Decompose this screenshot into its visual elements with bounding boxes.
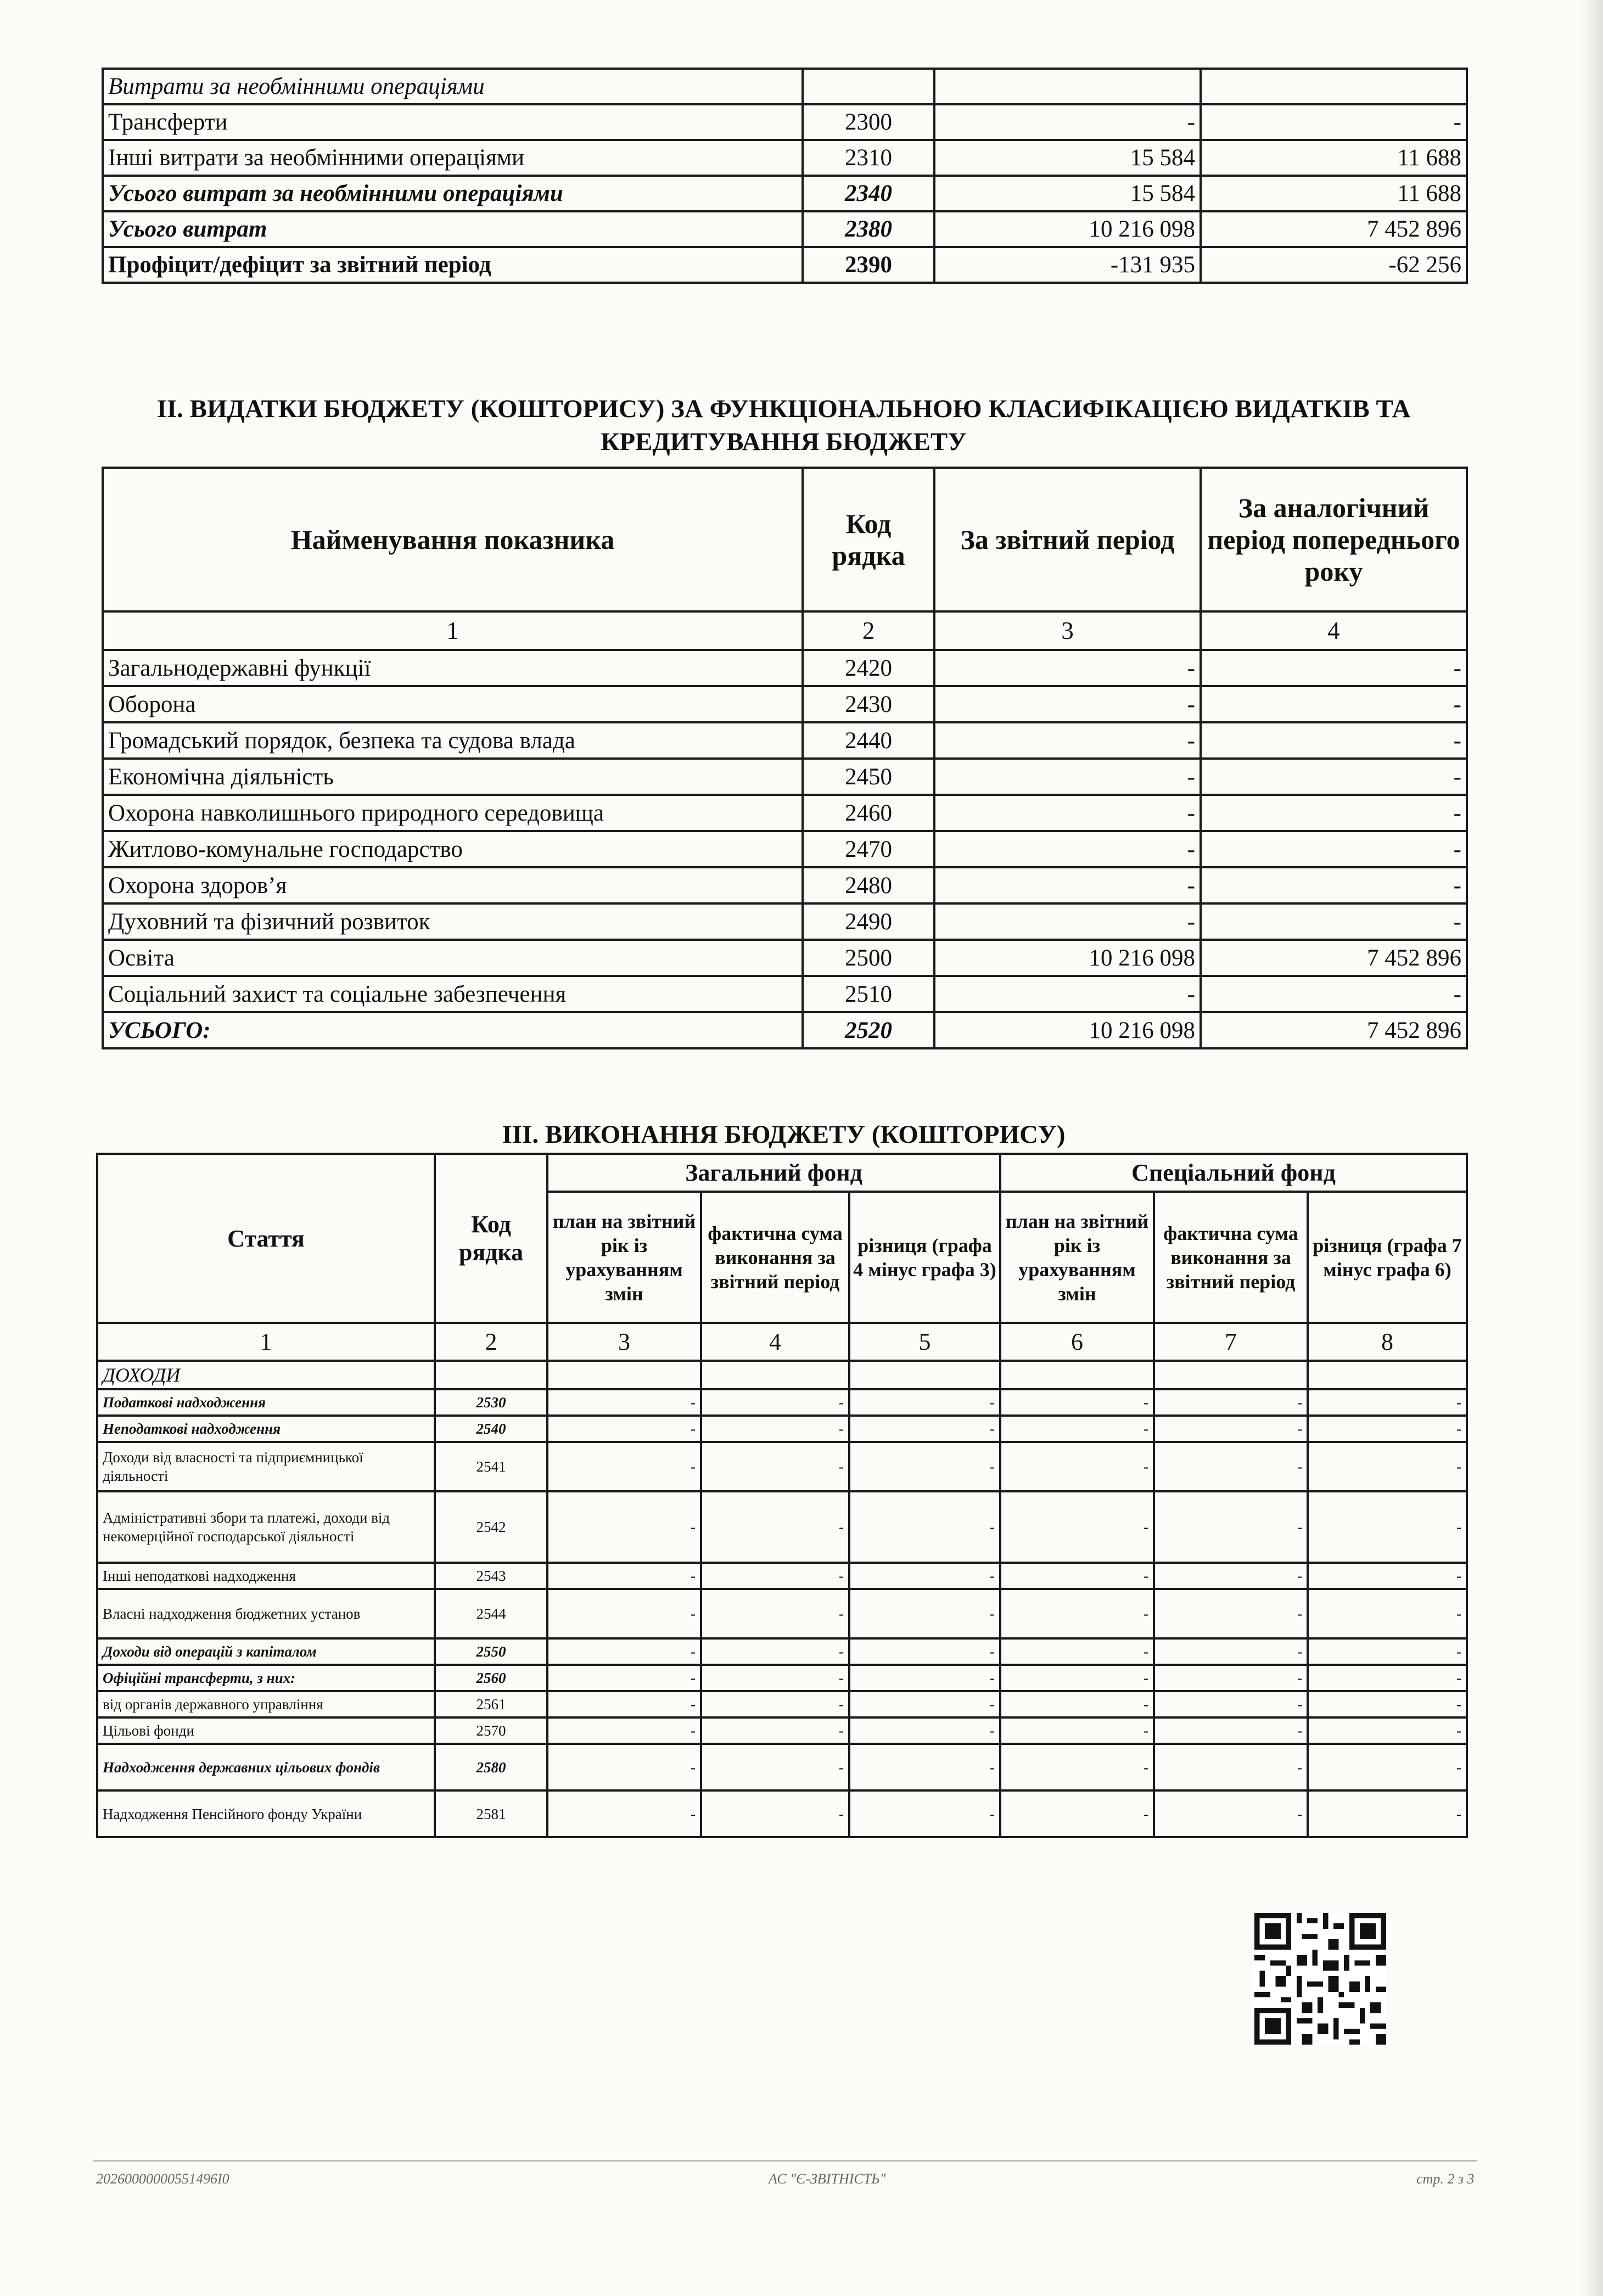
current-period-value: 10 216 098 — [934, 940, 1201, 976]
execution-value: - — [547, 1717, 701, 1744]
article-name: Податкові надходження — [97, 1389, 435, 1416]
column-index: 1 — [97, 1323, 435, 1361]
current-period-value: - — [934, 650, 1201, 686]
table-row — [97, 1416, 1467, 1442]
column-index: 8 — [1308, 1323, 1467, 1361]
previous-year-value: 7 452 896 — [1201, 211, 1467, 247]
execution-value: - — [1154, 1442, 1308, 1491]
current-period-value: - — [934, 795, 1201, 831]
table-row — [103, 247, 1467, 283]
execution-value: - — [1154, 1491, 1308, 1563]
execution-value: - — [849, 1717, 1000, 1744]
budget-execution-table — [96, 1153, 1468, 1838]
row-code: 2541 — [435, 1442, 547, 1491]
execution-value: - — [1154, 1665, 1308, 1691]
empty-cell — [1308, 1361, 1467, 1389]
execution-value: - — [849, 1790, 1000, 1837]
execution-value: - — [547, 1790, 701, 1837]
current-period-value — [934, 69, 1201, 104]
execution-value: - — [849, 1442, 1000, 1491]
article-name: Неподаткові надходження — [97, 1416, 435, 1442]
current-period-value: - — [934, 759, 1201, 795]
execution-value: - — [701, 1638, 849, 1665]
execution-value: - — [1154, 1389, 1308, 1416]
execution-value: - — [701, 1589, 849, 1638]
column-index: 3 — [934, 611, 1201, 650]
row-code: 2480 — [803, 867, 934, 903]
header-previous-year: За аналогічний період попереднього року — [1201, 468, 1467, 611]
article-name: Інші неподаткові надходження — [97, 1563, 435, 1589]
empty-cell — [701, 1361, 849, 1389]
row-code: 2440 — [803, 722, 934, 759]
execution-value: - — [1308, 1665, 1467, 1691]
current-period-value: 15 584 — [934, 140, 1201, 176]
current-period-value: 15 584 — [934, 176, 1201, 211]
footer-document-id: 20260000000551496I0 — [96, 2171, 229, 2187]
article-name: Цільові фонди — [97, 1717, 435, 1744]
execution-value: - — [1000, 1638, 1154, 1665]
previous-year-value: - — [1201, 976, 1467, 1012]
indicator-name: Усього витрат за необмінними операціями — [103, 176, 803, 211]
column-index: 4 — [701, 1323, 849, 1361]
previous-year-value: 11 688 — [1201, 176, 1467, 211]
execution-value: - — [547, 1589, 701, 1638]
current-period-value: 10 216 098 — [934, 1012, 1201, 1048]
execution-value: - — [849, 1744, 1000, 1790]
indicator-name: Інші витрати за необмінними операціями — [103, 140, 803, 176]
row-code: 2470 — [803, 831, 934, 867]
empty-cell — [435, 1361, 547, 1389]
execution-value: - — [1308, 1691, 1467, 1717]
execution-value: - — [1154, 1744, 1308, 1790]
execution-value: - — [701, 1389, 849, 1416]
table-row — [103, 140, 1467, 176]
execution-value: - — [1154, 1790, 1308, 1837]
row-code — [803, 69, 934, 104]
table-row — [103, 1012, 1467, 1048]
execution-value: - — [1308, 1389, 1467, 1416]
previous-year-value: - — [1201, 650, 1467, 686]
section2-title-line1: ІІ. ВИДАТКИ БЮДЖЕТУ (КОШТОРИСУ) ЗА ФУНКЦІОНАЛЬНОЮ КЛАСИФІКАЦІЄЮ ВИДАТКІВ ТА — [156, 395, 1411, 423]
table-row — [103, 831, 1467, 867]
row-code: 2450 — [803, 759, 934, 795]
table-row — [103, 686, 1467, 722]
execution-value: - — [701, 1442, 849, 1491]
table-row — [97, 1638, 1467, 1665]
table-row — [103, 795, 1467, 831]
previous-year-value: - — [1201, 867, 1467, 903]
section2-title — [102, 392, 1466, 458]
header-indicator-name: Найменування показника — [103, 468, 803, 611]
article-name: від органів державного управління — [97, 1691, 435, 1717]
table-row — [103, 976, 1467, 1012]
execution-value: - — [1154, 1416, 1308, 1442]
empty-cell — [547, 1361, 701, 1389]
column-index: 1 — [103, 611, 803, 650]
header-article: Стаття — [97, 1154, 435, 1323]
header-special-fund: Спеціальний фонд — [1000, 1154, 1467, 1192]
previous-year-value: - — [1201, 795, 1467, 831]
execution-value: - — [849, 1691, 1000, 1717]
execution-value: - — [849, 1563, 1000, 1589]
current-period-value: - — [934, 976, 1201, 1012]
function-name: Охорона навколишнього природного середовища — [103, 795, 803, 831]
execution-value: - — [849, 1389, 1000, 1416]
execution-value: - — [849, 1665, 1000, 1691]
execution-value: - — [849, 1589, 1000, 1638]
table-row — [103, 903, 1467, 940]
indicator-name: Профіцит/дефіцит за звітний період — [103, 247, 803, 283]
article-name: Надходження державних цільових фондів — [97, 1744, 435, 1790]
function-name: Громадський порядок, безпека та судова влада — [103, 722, 803, 759]
execution-value: - — [701, 1416, 849, 1442]
execution-value: - — [701, 1717, 849, 1744]
execution-value: - — [547, 1389, 701, 1416]
row-code: 2510 — [803, 976, 934, 1012]
table-row — [97, 1491, 1467, 1563]
execution-value: - — [1000, 1416, 1154, 1442]
execution-value: - — [1154, 1589, 1308, 1638]
execution-value: - — [1000, 1491, 1154, 1563]
footer-system-name: АС "Є-ЗВІТНІСТЬ" — [769, 2171, 886, 2187]
article-name: Надходження Пенсійного фонду України — [97, 1790, 435, 1837]
article-name: Доходи від власності та підприємницької діяльності — [97, 1442, 435, 1491]
execution-value: - — [1308, 1589, 1467, 1638]
table-row — [103, 867, 1467, 903]
execution-value: - — [1154, 1563, 1308, 1589]
current-period-value: 10 216 098 — [934, 211, 1201, 247]
current-period-value: -131 935 — [934, 247, 1201, 283]
execution-value: - — [547, 1665, 701, 1691]
row-code: 2430 — [803, 686, 934, 722]
execution-value: - — [849, 1638, 1000, 1665]
table-row — [97, 1563, 1467, 1589]
row-code: 2530 — [435, 1389, 547, 1416]
execution-value: - — [1000, 1563, 1154, 1589]
row-code: 2420 — [803, 650, 934, 686]
previous-year-value: -62 256 — [1201, 247, 1467, 283]
table-row — [97, 1665, 1467, 1691]
function-name: Соціальний захист та соціальне забезпечення — [103, 976, 803, 1012]
header-current-period: За звітний період — [934, 468, 1201, 611]
row-code: 2390 — [803, 247, 934, 283]
table-row — [97, 1691, 1467, 1717]
row-code: 2300 — [803, 104, 934, 140]
execution-value: - — [701, 1491, 849, 1563]
previous-year-value: 7 452 896 — [1201, 940, 1467, 976]
header-row-code: Код рядка — [803, 468, 934, 611]
indicator-name: Витрати за необмінними операціями — [103, 69, 803, 104]
section3-title: ІІІ. ВИКОНАННЯ БЮДЖЕТУ (КОШТОРИСУ) — [502, 1120, 1066, 1149]
empty-cell — [1000, 1361, 1154, 1389]
table-row — [97, 1717, 1467, 1744]
execution-value: - — [1000, 1744, 1154, 1790]
article-name: Доходи від операцій з капіталом — [97, 1638, 435, 1665]
header-special-diff: різниця (графа 7 мінус графа 6) — [1308, 1192, 1467, 1323]
function-name: Загальнодержавні функції — [103, 650, 803, 686]
column-index: 2 — [803, 611, 934, 650]
column-index: 7 — [1154, 1323, 1308, 1361]
current-period-value: - — [934, 903, 1201, 940]
execution-value: - — [1308, 1442, 1467, 1491]
execution-value: - — [1308, 1744, 1467, 1790]
row-code: 2380 — [803, 211, 934, 247]
row-code: 2460 — [803, 795, 934, 831]
footer-divider — [93, 2160, 1477, 2162]
previous-year-value: - — [1201, 686, 1467, 722]
page-edge-shadow — [1581, 0, 1603, 2296]
table-row — [103, 722, 1467, 759]
table-row — [97, 1389, 1467, 1416]
previous-year-value: - — [1201, 831, 1467, 867]
header-general-plan: план на звітний рік із урахуванням змін — [547, 1192, 701, 1323]
current-period-value: - — [934, 686, 1201, 722]
execution-value: - — [1154, 1638, 1308, 1665]
function-name: Охорона здоров’я — [103, 867, 803, 903]
table-row — [97, 1790, 1467, 1837]
row-code: 2490 — [803, 903, 934, 940]
function-name: Освіта — [103, 940, 803, 976]
table-row — [103, 211, 1467, 247]
execution-value: - — [1154, 1717, 1308, 1744]
footer-page-number: стр. 2 з 3 — [1416, 2171, 1475, 2187]
execution-value: - — [1000, 1665, 1154, 1691]
column-index: 5 — [849, 1323, 1000, 1361]
table-row — [103, 176, 1467, 211]
row-code: 2540 — [435, 1416, 547, 1442]
row-code: 2500 — [803, 940, 934, 976]
function-name: Економічна діяльність — [103, 759, 803, 795]
execution-value: - — [1000, 1790, 1154, 1837]
row-code: 2561 — [435, 1691, 547, 1717]
row-code: 2550 — [435, 1638, 547, 1665]
execution-value: - — [1000, 1442, 1154, 1491]
execution-value: - — [1000, 1389, 1154, 1416]
table-row — [103, 104, 1467, 140]
execution-value: - — [1000, 1589, 1154, 1638]
row-code: 2544 — [435, 1589, 547, 1638]
row-code: 2520 — [803, 1012, 934, 1048]
current-period-value: - — [934, 831, 1201, 867]
execution-value: - — [547, 1691, 701, 1717]
row-code: 2310 — [803, 140, 934, 176]
header-special-actual: фактична сума виконання за звітний період — [1154, 1192, 1308, 1323]
row-code: 2340 — [803, 176, 934, 211]
column-index: 4 — [1201, 611, 1467, 650]
article-name: Адміністративні збори та платежі, доходи від некомерційної господарської діяльності — [97, 1491, 435, 1563]
header-special-plan: план на звітний рік із урахуванням змін — [1000, 1192, 1154, 1323]
header-row-code: Код рядка — [435, 1154, 547, 1323]
article-name: Офіційні трансферти, з них: — [97, 1665, 435, 1691]
empty-cell — [1154, 1361, 1308, 1389]
current-period-value: - — [934, 867, 1201, 903]
table-row — [103, 69, 1467, 104]
section-label-income: ДОХОДИ — [97, 1361, 435, 1389]
header-general-actual: фактична сума виконання за звітний період — [701, 1192, 849, 1323]
execution-value: - — [701, 1691, 849, 1717]
column-index: 6 — [1000, 1323, 1154, 1361]
row-code: 2542 — [435, 1491, 547, 1563]
execution-value: - — [1308, 1563, 1467, 1589]
column-index: 3 — [547, 1323, 701, 1361]
previous-year-value: 7 452 896 — [1201, 1012, 1467, 1048]
row-code: 2570 — [435, 1717, 547, 1744]
execution-value: - — [849, 1491, 1000, 1563]
expenses-table — [102, 68, 1468, 284]
previous-year-value: - — [1201, 759, 1467, 795]
previous-year-value: - — [1201, 903, 1467, 940]
execution-value: - — [547, 1744, 701, 1790]
function-name: Житлово-комунальне господарство — [103, 831, 803, 867]
functional-expenses-table — [102, 467, 1468, 1049]
execution-value: - — [1308, 1416, 1467, 1442]
current-period-value: - — [934, 722, 1201, 759]
previous-year-value: 11 688 — [1201, 140, 1467, 176]
table-row — [97, 1744, 1467, 1790]
section2-title-line2: КРЕДИТУВАННЯ БЮДЖЕТУ — [601, 428, 967, 456]
table-row — [97, 1442, 1467, 1491]
execution-value: - — [1154, 1691, 1308, 1717]
execution-value: - — [701, 1790, 849, 1837]
execution-value: - — [1308, 1638, 1467, 1665]
row-code: 2543 — [435, 1563, 547, 1589]
article-name: Власні надходження бюджетних установ — [97, 1589, 435, 1638]
function-name: Духовний та фізичний розвиток — [103, 903, 803, 940]
column-index: 2 — [435, 1323, 547, 1361]
table-row — [103, 650, 1467, 686]
table-row — [103, 940, 1467, 976]
table-row — [103, 759, 1467, 795]
execution-value: - — [701, 1563, 849, 1589]
row-code: 2560 — [435, 1665, 547, 1691]
execution-value: - — [547, 1638, 701, 1665]
execution-value: - — [701, 1665, 849, 1691]
execution-value: - — [1308, 1491, 1467, 1563]
indicator-name: Усього витрат — [103, 211, 803, 247]
previous-year-value: - — [1201, 104, 1467, 140]
execution-value: - — [1308, 1717, 1467, 1744]
execution-value: - — [701, 1744, 849, 1790]
indicator-name: Трансферти — [103, 104, 803, 140]
function-name: УСЬОГО: — [103, 1012, 803, 1048]
previous-year-value: - — [1201, 722, 1467, 759]
execution-value: - — [1308, 1790, 1467, 1837]
row-code: 2580 — [435, 1744, 547, 1790]
empty-cell — [849, 1361, 1000, 1389]
function-name: Оборона — [103, 686, 803, 722]
execution-value: - — [1000, 1717, 1154, 1744]
current-period-value: - — [934, 104, 1201, 140]
row-code: 2581 — [435, 1790, 547, 1837]
execution-value: - — [547, 1416, 701, 1442]
execution-value: - — [547, 1491, 701, 1563]
table-row — [97, 1589, 1467, 1638]
execution-value: - — [1000, 1691, 1154, 1717]
previous-year-value — [1201, 69, 1467, 104]
qr-code — [1254, 1913, 1386, 2045]
header-general-fund: Загальний фонд — [547, 1154, 1000, 1192]
execution-value: - — [547, 1563, 701, 1589]
execution-value: - — [547, 1442, 701, 1491]
header-general-diff: різниця (графа 4 мінус графа 3) — [849, 1192, 1000, 1323]
execution-value: - — [849, 1416, 1000, 1442]
